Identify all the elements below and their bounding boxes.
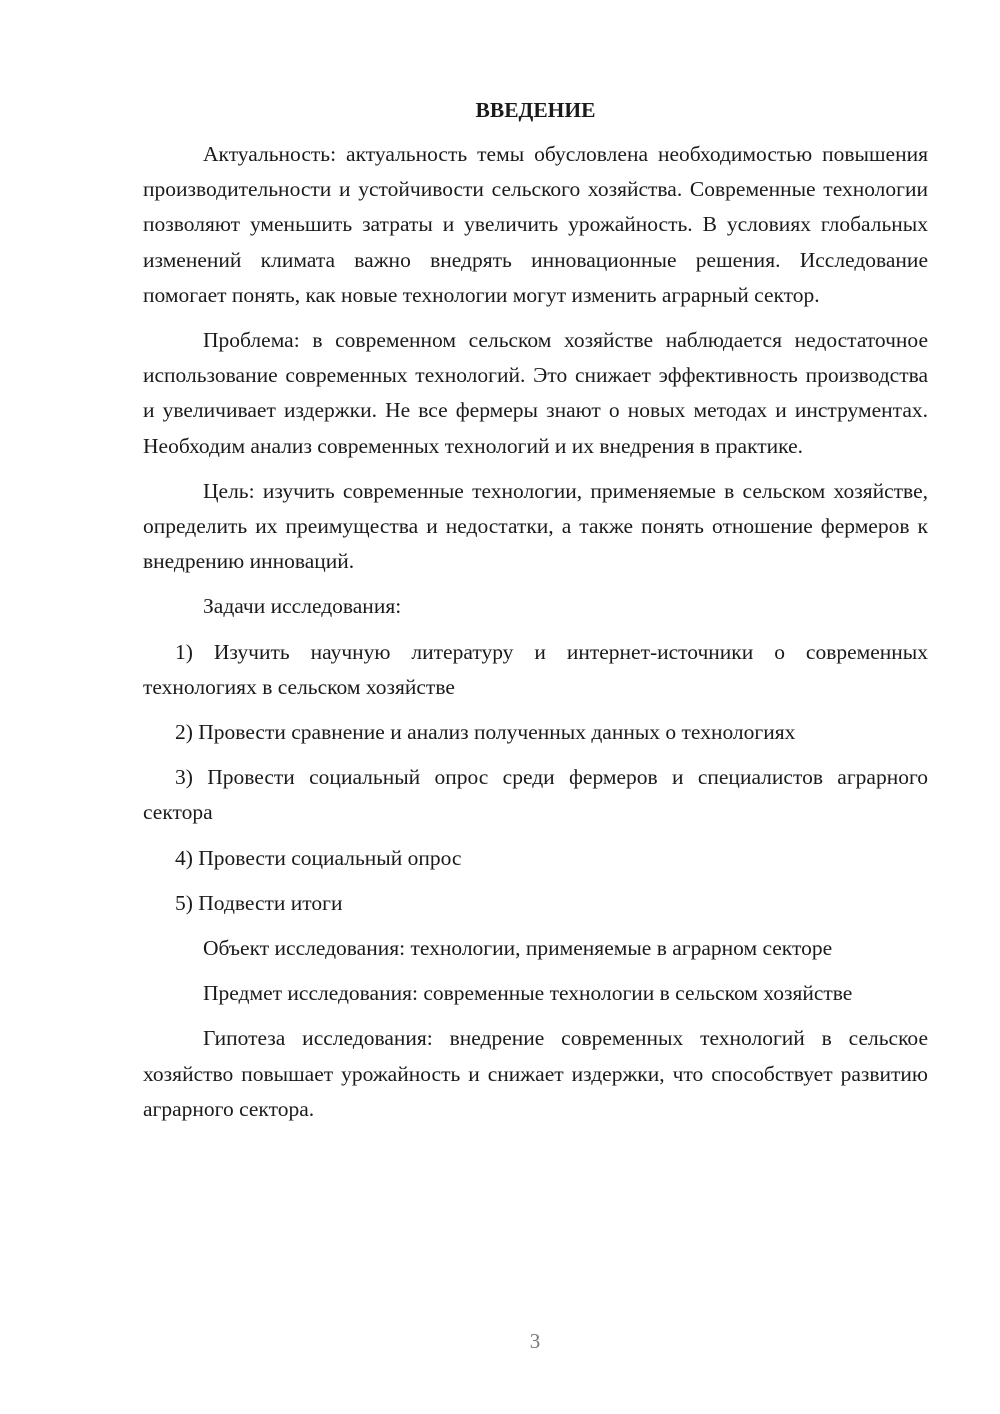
task-item-4: 4) Провести социальный опрос: [175, 845, 462, 870]
task-item-2: 2) Провести сравнение и анализ полученных данных о технологиях: [175, 720, 796, 745]
paragraph-goal: Цель: изучить современные технологии, применяемые в сельском хозяйстве, определить их преимущества и недостатки, а также понять отношение фермеров к внедрению инноваций.: [143, 478, 928, 574]
paragraph-subject: Предмет исследования: современные технологии в сельском хозяйстве: [203, 981, 853, 1006]
task-item-5: 5) Подвести итоги: [175, 890, 343, 915]
page-title: ВВЕДЕНИЕ: [475, 98, 596, 122]
paragraph-relevance: Актуальность: актуальность темы обусловлена необходимостью повышения производительности и устойчивости сельского хозяйства. Современные технологии позволяют уменьшить затраты и увеличить урожайность. В условиях глобальных изменений климата важно внедрять инновационные решения. Исследование помогает понять, как новые технологии могут изменить аграрный сектор.: [143, 142, 928, 307]
task-item-3: 3) Провести социальный опрос среди фермеров и специалистов аграрного сектора: [143, 765, 928, 825]
tasks-heading: Задачи исследования:: [203, 594, 402, 619]
task-item-1: 1) Изучить научную литературу и интернет-источники о современных технологиях в сельском хозяйстве: [143, 639, 928, 699]
page-number: 3: [529, 1329, 541, 1353]
paragraph-hypothesis: Гипотеза исследования: внедрение современных технологий в сельское хозяйство повышает урожайность и снижает издержки, что способствует развитию аграрного сектора.: [143, 1026, 928, 1121]
paragraph-problem: Проблема: в современном сельском хозяйстве наблюдается недостаточное использование современных технологий. Это снижает эффективность производства и увеличивает издержки. Не все фермеры знают о новых методах и инструментах. Необходим анализ современных технологий и их внедрения в практике.: [143, 328, 928, 458]
paragraph-object: Объект исследования: технологии, применяемые в аграрном секторе: [203, 936, 833, 961]
document-page: [143, 92, 928, 1137]
